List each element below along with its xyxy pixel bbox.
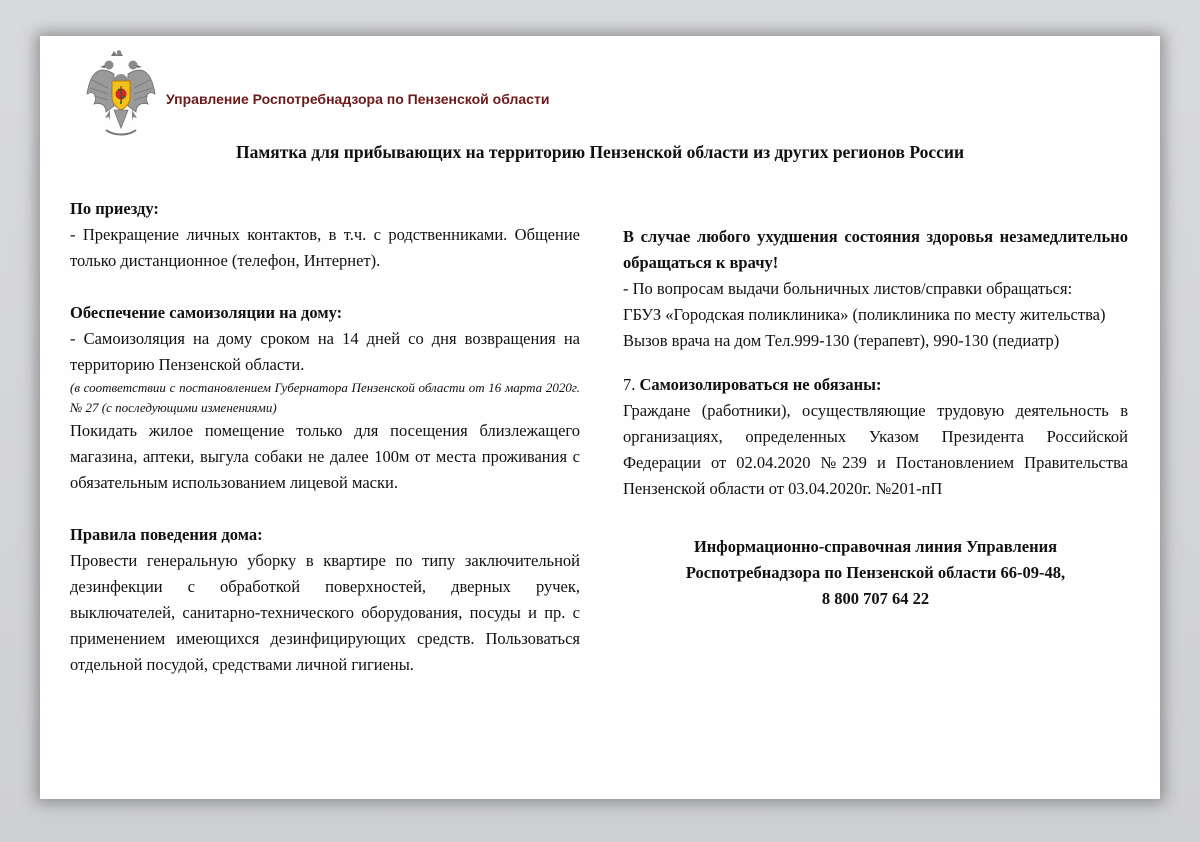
governor-decree-note: (в соответствии с постановлением Губернатора Пензенской области от 16 марта 2020г.№ 27 (с последующими изменениями) [70,380,580,415]
double-headed-eagle-emblem-icon [84,50,158,138]
info-line-1: Информационно-справочная линия Управления [693,537,1058,556]
arrival-heading: По приезду: [70,199,159,218]
arrival-text: - Прекращение личных контактов, в т.ч. с родственниками. Общение только дистанционное (телефон, Интернет). [70,225,580,270]
left-column [70,196,580,678]
clinic-text: ГБУЗ «Городская поликлиника» (поликлиника по месту жительства) [623,305,1106,324]
organization-name: Управление Роспотребнадзора по Пензенской области [166,91,550,107]
memo-title: Памятка для прибывающих на территорию Пензенской области из других регионов России [235,142,965,162]
exempt-heading: Самоизолироваться не обязаны: [639,375,882,394]
doctor-call-text: Вызов врача на дом Тел.999-130 (терапевт), 990-130 (педиатр) [623,331,1060,350]
health-warning-heading: В случае любого ухудшения состояния здоровья незамедлительно обращаться к врачу! [623,227,1128,272]
home-rules-heading: Правила поведения дома: [70,525,263,544]
info-phone: 8 800 707 64 22 [821,589,930,608]
self-isolation-text: - Самоизоляция на дому сроком на 14 дней со дня возвращения на территорию Пензенской области. [70,329,580,374]
info-line-2: Роспотребнадзора по Пензенской области 66-09-48, [685,563,1066,582]
exempt-number: 7. [623,375,636,394]
home-rules-text: Провести генеральную уборку в квартире по типу заключительной дезинфекции с обработкой поверхностей, дверных ручек, выключателей, санитарно-технического оборудования, посуды и пр. с применением имеющихся дезинфицирующих средств. Пользоваться отдельной посудой, средствами личной гигиены. [70,551,580,674]
sick-leave-text: - По вопросам выдачи больничных листов/справки обращаться: [623,279,1073,298]
right-column [623,224,1128,612]
memo-sheet [40,36,1160,799]
leaving-home-rules: Покидать жилое помещение только для посещения близлежащего магазина, аптеки, выгула собаки не далее 100м от места проживания с обязательным использованием лицевой маски. [70,421,580,492]
self-isolation-heading: Обеспечение самоизоляции на дому: [70,303,343,322]
exempt-text: Граждане (работники), осуществляющие трудовую деятельность в организациях, определенных Указом Президента Российской Федерации от 02.04.2020 №239 и Постановлением Правительства Пензенской области от 03.04.2020г. №201-пП [623,401,1128,498]
exempt-heading-line [623,372,1128,398]
